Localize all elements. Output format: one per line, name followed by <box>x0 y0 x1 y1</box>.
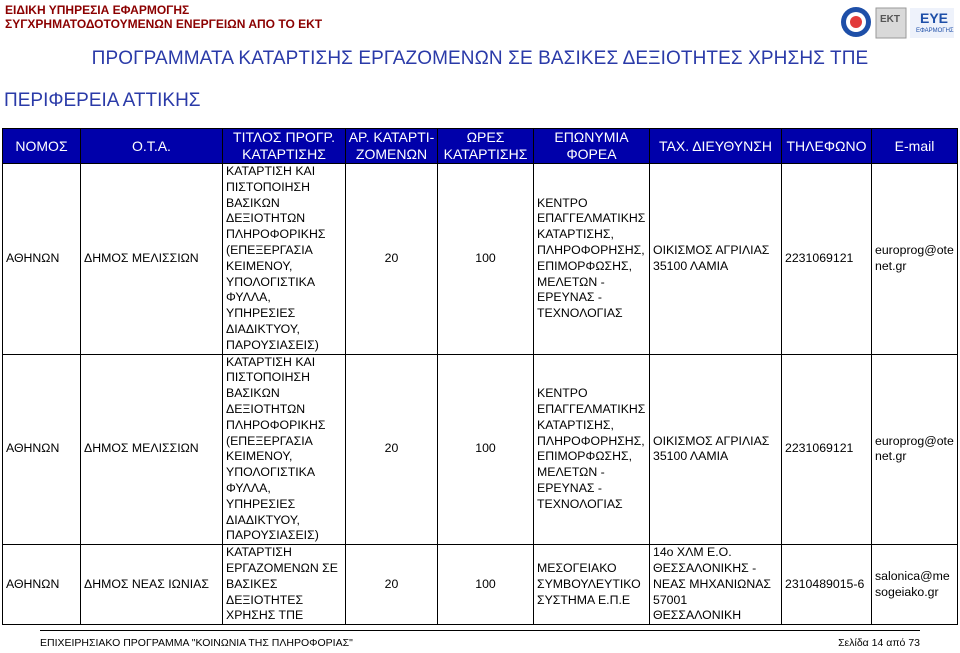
cell-ota: ΔΗΜΟΣ ΜΕΛΙΣΣΙΩΝ <box>81 354 223 545</box>
cell-email: europrog@otenet.gr <box>872 354 958 545</box>
cell-email: salonica@mesogeiako.gr <box>872 545 958 625</box>
footer-program: ΕΠΙΧΕΙΡΗΣΙΑΚΟ ΠΡΟΓΡΑΜΜΑ "ΚΟΙΝΩΝΙΑ ΤΗΣ ΠΛΗΡΟΦΟΡΙΑΣ" <box>40 637 353 649</box>
agency-subtitle: ΣΥΓΧΡΗΜΑΤΟΔΟΤΟΥΜΕΝΩΝ ΕΝΕΡΓΕΙΩΝ ΑΠΟ ΤΟ ΕΚΤ <box>5 17 323 31</box>
table-row <box>3 354 958 545</box>
col-header-titlos: ΤΙΤΛΟΣ ΠΡΟΓΡ. ΚΑΤΑΡΤΙΣΗΣ <box>223 129 346 164</box>
programs-table <box>2 128 958 625</box>
agency-name: ΕΙΔΙΚΗ ΥΠΗΡΕΣΙΑ ΕΦΑΡΜΟΓΗΣ <box>5 3 190 17</box>
cell-tax: ΟΙΚΙΣΜΟΣ ΑΓΡΙΛΙΑΣ 35100 ΛΑΜΙΑ <box>650 354 782 545</box>
cell-tel: 2231069121 <box>782 164 872 355</box>
cell-nomos: ΑΘΗΝΩΝ <box>3 164 81 355</box>
col-header-ores: ΩΡΕΣ ΚΑΤΑΡΤΙΣΗΣ <box>438 129 534 164</box>
region-title: ΠΕΡΙΦΕΡΕΙΑ ΑΤΤΙΚΗΣ <box>4 90 201 111</box>
cell-eponymia: ΚΕΝΤΡΟ ΕΠΑΓΓΕΛΜΑΤΙΚΗΣ ΚΑΤΑΡΤΙΣΗΣ, ΠΛΗΡΟΦΟΡΗΣΗΣ, ΕΠΙΜΟΡΦΩΣΗΣ, ΜΕΛΕΤΩΝ - ΕΡΕΥΝΑΣ - ΤΕΧΝΟΛΟΓΙΑΣ <box>534 354 650 545</box>
col-header-ar: ΑΡ. ΚΑΤΑΡΤΙ-ΖΟΜΕΝΩΝ <box>346 129 438 164</box>
col-header-tax: ΤΑΧ. ΔΙΕΥΘΥΝΣΗ <box>650 129 782 164</box>
col-header-tel: ΤΗΛΕΦΩΝΟ <box>782 129 872 164</box>
cell-eponymia: ΚΕΝΤΡΟ ΕΠΑΓΓΕΛΜΑΤΙΚΗΣ ΚΑΤΑΡΤΙΣΗΣ, ΠΛΗΡΟΦΟΡΗΣΗΣ, ΕΠΙΜΟΡΦΩΣΗΣ, ΜΕΛΕΤΩΝ - ΕΡΕΥΝΑΣ - ΤΕΧΝΟΛΟΓΙΑΣ <box>534 164 650 355</box>
cell-ar: 20 <box>346 164 438 355</box>
ekt-logo-text: ΕΚΤ <box>880 14 900 25</box>
eye-logo-small-text: ΕΦΑΡΜΟΓΗΣ <box>916 28 954 34</box>
page-title: ΠΡΟΓΡΑΜΜΑΤΑ ΚΑΤΑΡΤΙΣΗΣ ΕΡΓΑΖΟΜΕΝΩΝ ΣΕ ΒΑΣΙΚΕΣ ΔΕΞΙΟΤΗΤΕΣ ΧΡΗΣΗΣ ΤΠΕ <box>91 48 869 69</box>
col-header-email: E-mail <box>872 129 958 164</box>
cell-titlos: ΚΑΤΑΡΤΙΣΗ ΕΡΓΑΖΟΜΕΝΩΝ ΣΕ ΒΑΣΙΚΕΣ ΔΕΞΙΟΤΗΤΕΣ ΧΡΗΣΗΣ ΤΠΕ <box>223 545 346 625</box>
cell-titlos: ΚΑΤΑΡΤΙΣΗ ΚΑΙ ΠΙΣΤΟΠΟΙΗΣΗ ΒΑΣΙΚΩΝ ΔΕΞΙΟΤΗΤΩΝ ΠΛΗΡΟΦΟΡΙΚΗΣ (ΕΠΕΞΕΡΓΑΣΙΑ ΚΕΙΜΕΝΟΥ, ΥΠΟΛΟΓΙΣΤΙΚΑ ΦΥΛΛΑ, ΥΠΗΡΕΣΙΕΣ ΔΙΑΔΙΚΤΥΟΥ, ΠΑΡΟΥΣΙΑΣΕΙΣ) <box>223 354 346 545</box>
logo-group <box>836 4 956 44</box>
cell-tel: 2231069121 <box>782 354 872 545</box>
table-row <box>3 164 958 355</box>
cell-ores: 100 <box>438 354 534 545</box>
cell-ores: 100 <box>438 545 534 625</box>
cell-titlos: ΚΑΤΑΡΤΙΣΗ ΚΑΙ ΠΙΣΤΟΠΟΙΗΣΗ ΒΑΣΙΚΩΝ ΔΕΞΙΟΤΗΤΩΝ ΠΛΗΡΟΦΟΡΙΚΗΣ (ΕΠΕΞΕΡΓΑΣΙΑ ΚΕΙΜΕΝΟΥ, ΥΠΟΛΟΓΙΣΤΙΚΑ ΦΥΛΛΑ, ΥΠΗΡΕΣΙΕΣ ΔΙΑΔΙΚΤΥΟΥ, ΠΑΡΟΥΣΙΑΣΕΙΣ) <box>223 164 346 355</box>
cell-tax: ΟΙΚΙΣΜΟΣ ΑΓΡΙΛΙΑΣ 35100 ΛΑΜΙΑ <box>650 164 782 355</box>
table-row <box>3 545 958 625</box>
footer-divider <box>40 630 920 631</box>
cell-ota: ΔΗΜΟΣ ΜΕΛΙΣΣΙΩΝ <box>81 164 223 355</box>
col-header-ota: Ο.Τ.Α. <box>81 129 223 164</box>
col-header-eponymia: ΕΠΩΝΥΜΙΑ ΦΟΡΕΑ <box>534 129 650 164</box>
cell-tax: 14ο ΧΛΜ Ε.Ο. ΘΕΣΣΑΛΟΝΙΚΗΣ - ΝΕΑΣ ΜΗΧΑΝΙΩΝΑΣ 57001 ΘΕΣΣΑΛΟΝΙΚΗ <box>650 545 782 625</box>
cell-nomos: ΑΘΗΝΩΝ <box>3 354 81 545</box>
cell-ar: 20 <box>346 354 438 545</box>
cell-nomos: ΑΘΗΝΩΝ <box>3 545 81 625</box>
cell-ores: 100 <box>438 164 534 355</box>
cell-tel: 2310489015-6 <box>782 545 872 625</box>
cell-ar: 20 <box>346 545 438 625</box>
col-header-nomos: ΝΟΜΟΣ <box>3 129 81 164</box>
cell-eponymia: ΜΕΣΟΓΕΙΑΚΟ ΣΥΜΒΟΥΛΕΥΤΙΚΟ ΣΥΣΤΗΜΑ Ε.Π.Ε <box>534 545 650 625</box>
cell-ota: ΔΗΜΟΣ ΝΕΑΣ ΙΩΝΙΑΣ <box>81 545 223 625</box>
footer-page-number: Σελίδα 14 από 73 <box>838 637 920 649</box>
cell-email: europrog@otenet.gr <box>872 164 958 355</box>
table-header-row <box>3 129 958 164</box>
eye-logo-text: ΕΥΕ <box>920 10 949 26</box>
